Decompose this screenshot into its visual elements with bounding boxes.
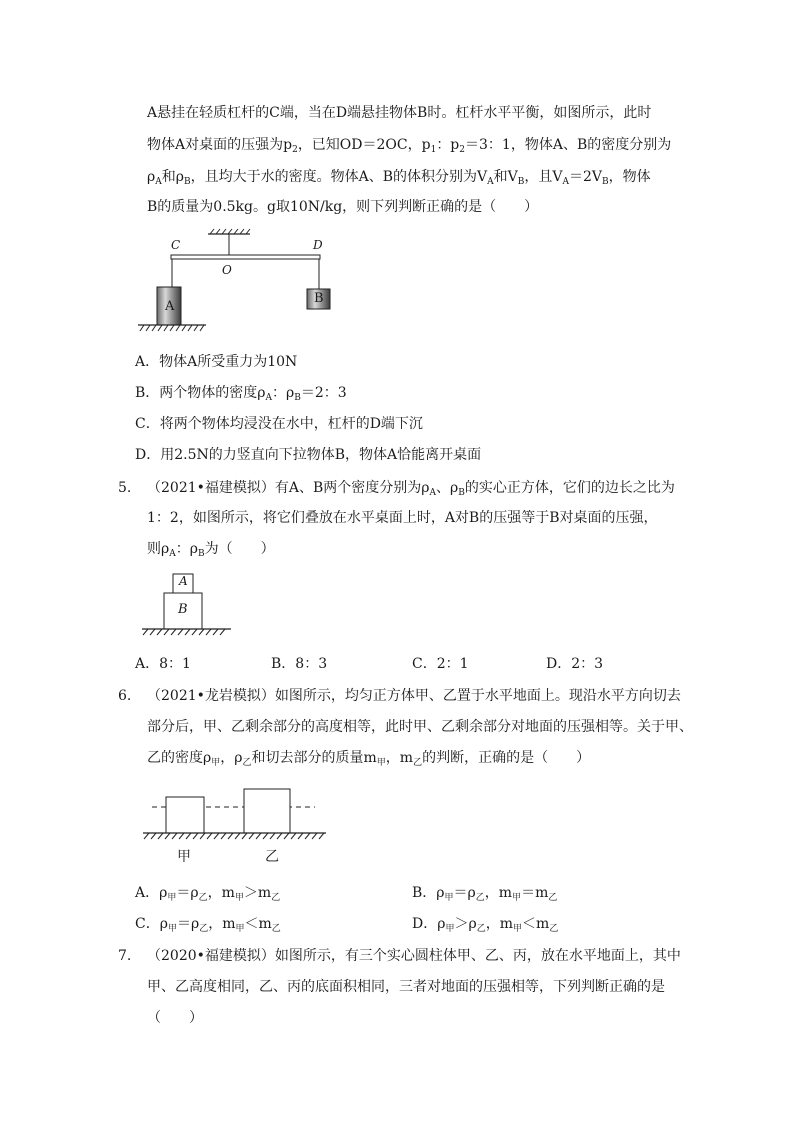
q4-line-3: $\rho_A$和$\rho_B$，且均大于水的密度。物体A、B的体积分别为$V_A$和$V_B$，且$V_A=2V_B$，物体 bbox=[147, 169, 651, 187]
label-c: C bbox=[171, 238, 181, 252]
lever-figure bbox=[130, 228, 330, 338]
q7-number: 7. bbox=[118, 948, 132, 964]
q6-number: 6. bbox=[118, 688, 132, 704]
label-jia: 甲 bbox=[177, 849, 191, 865]
cube-b-label: B bbox=[178, 602, 188, 617]
label-b: B bbox=[314, 291, 324, 306]
q5-line-2: 1：2，如图所示，将它们叠放在水平桌面上时，A对B的压强等于B对桌面的压强， bbox=[147, 510, 658, 526]
stacked-cubes-figure bbox=[140, 572, 240, 642]
q5-option-c: C．2：1 bbox=[412, 656, 469, 672]
q6-option-c: C．$\rho_甲=\rho_乙$，$m_甲<m_乙$ bbox=[135, 916, 281, 934]
cubes-jia-yi-figure bbox=[140, 786, 330, 846]
label-yi: 乙 bbox=[265, 849, 279, 865]
q4-option-d: D．用2.5N的力竖直向下拉物体B，物体A恰能离开桌面 bbox=[135, 447, 482, 463]
cube-jia bbox=[166, 797, 204, 833]
q7-line-2: 甲、乙高度相同，乙、丙的底面积相同，三者对地面的压强相等，下列判断正确的是 bbox=[147, 979, 665, 995]
q4-option-a: A．物体A所受重力为10N bbox=[135, 354, 298, 370]
q5-line-3: 则$\rho_A$：$\rho_B$为（ ） bbox=[147, 541, 275, 559]
label-d: D bbox=[313, 238, 323, 252]
q7-line-1: （2020•福建模拟）如图所示，有三个实心圆柱体甲、乙、丙，放在水平地面上，其中 bbox=[147, 948, 681, 964]
cube-yi bbox=[244, 789, 290, 833]
q6-line-2: 部分后，甲、乙剩余部分的高度相等，此时甲、乙剩余部分对地面的压强相等。关于甲、 bbox=[147, 719, 693, 735]
label-o: O bbox=[222, 263, 232, 277]
q4-line-2: 物体A对桌面的压强为$p_2$，已知OD＝2OC，$p_1$：$p_2=3$：1，物体A、B的密度分别为 bbox=[147, 137, 672, 155]
q6-line-1: （2021•龙岩模拟）如图所示，均匀正方体甲、乙置于水平地面上。现沿水平方向切去 bbox=[147, 688, 681, 704]
q5-option-a: A．8：1 bbox=[135, 656, 191, 672]
q5-line-1: （2021•福建模拟）有A、B两个密度分别为$\rho_A$、$\rho_B$的实心正方体，它们的边长之比为 bbox=[147, 480, 675, 498]
q6-line-3: 乙的密度$\rho_甲$，$\rho_乙$和切去部分的质量$m_甲$，$m_乙$的判断，正确的是（ ） bbox=[147, 750, 591, 768]
q5-option-b: B．8：3 bbox=[271, 656, 328, 672]
q4-line-4: B的质量为0.5kg。g取10N/kg，则下列判断正确的是（ ） bbox=[147, 199, 539, 215]
cube-a-label: A bbox=[179, 574, 188, 588]
label-a: A bbox=[165, 299, 175, 314]
q6-option-a: A．$\rho_甲=\rho_乙$，$m_甲>m_乙$ bbox=[135, 885, 281, 903]
q6-option-d: D．$\rho_甲>\rho_乙$，$m_甲<m_乙$ bbox=[412, 916, 559, 934]
q4-option-c: C．将两个物体均浸没在水中，杠杆的D端下沉 bbox=[135, 416, 423, 432]
q6-option-b: B．$\rho_甲=\rho_乙$，$m_甲=m_乙$ bbox=[412, 885, 558, 903]
q4-option-b: B．两个物体的密度$\rho_A$：$\rho_B=2$：3 bbox=[135, 385, 347, 403]
q4-line-1: A悬挂在轻质杠杆的C端，当在D端悬挂物体B时。杠杆水平平衡，如图所示，此时 bbox=[147, 105, 652, 121]
q7-line-3: （ ） bbox=[147, 1010, 203, 1026]
q5-option-d: D．2：3 bbox=[546, 656, 604, 672]
q5-number: 5. bbox=[118, 480, 132, 496]
